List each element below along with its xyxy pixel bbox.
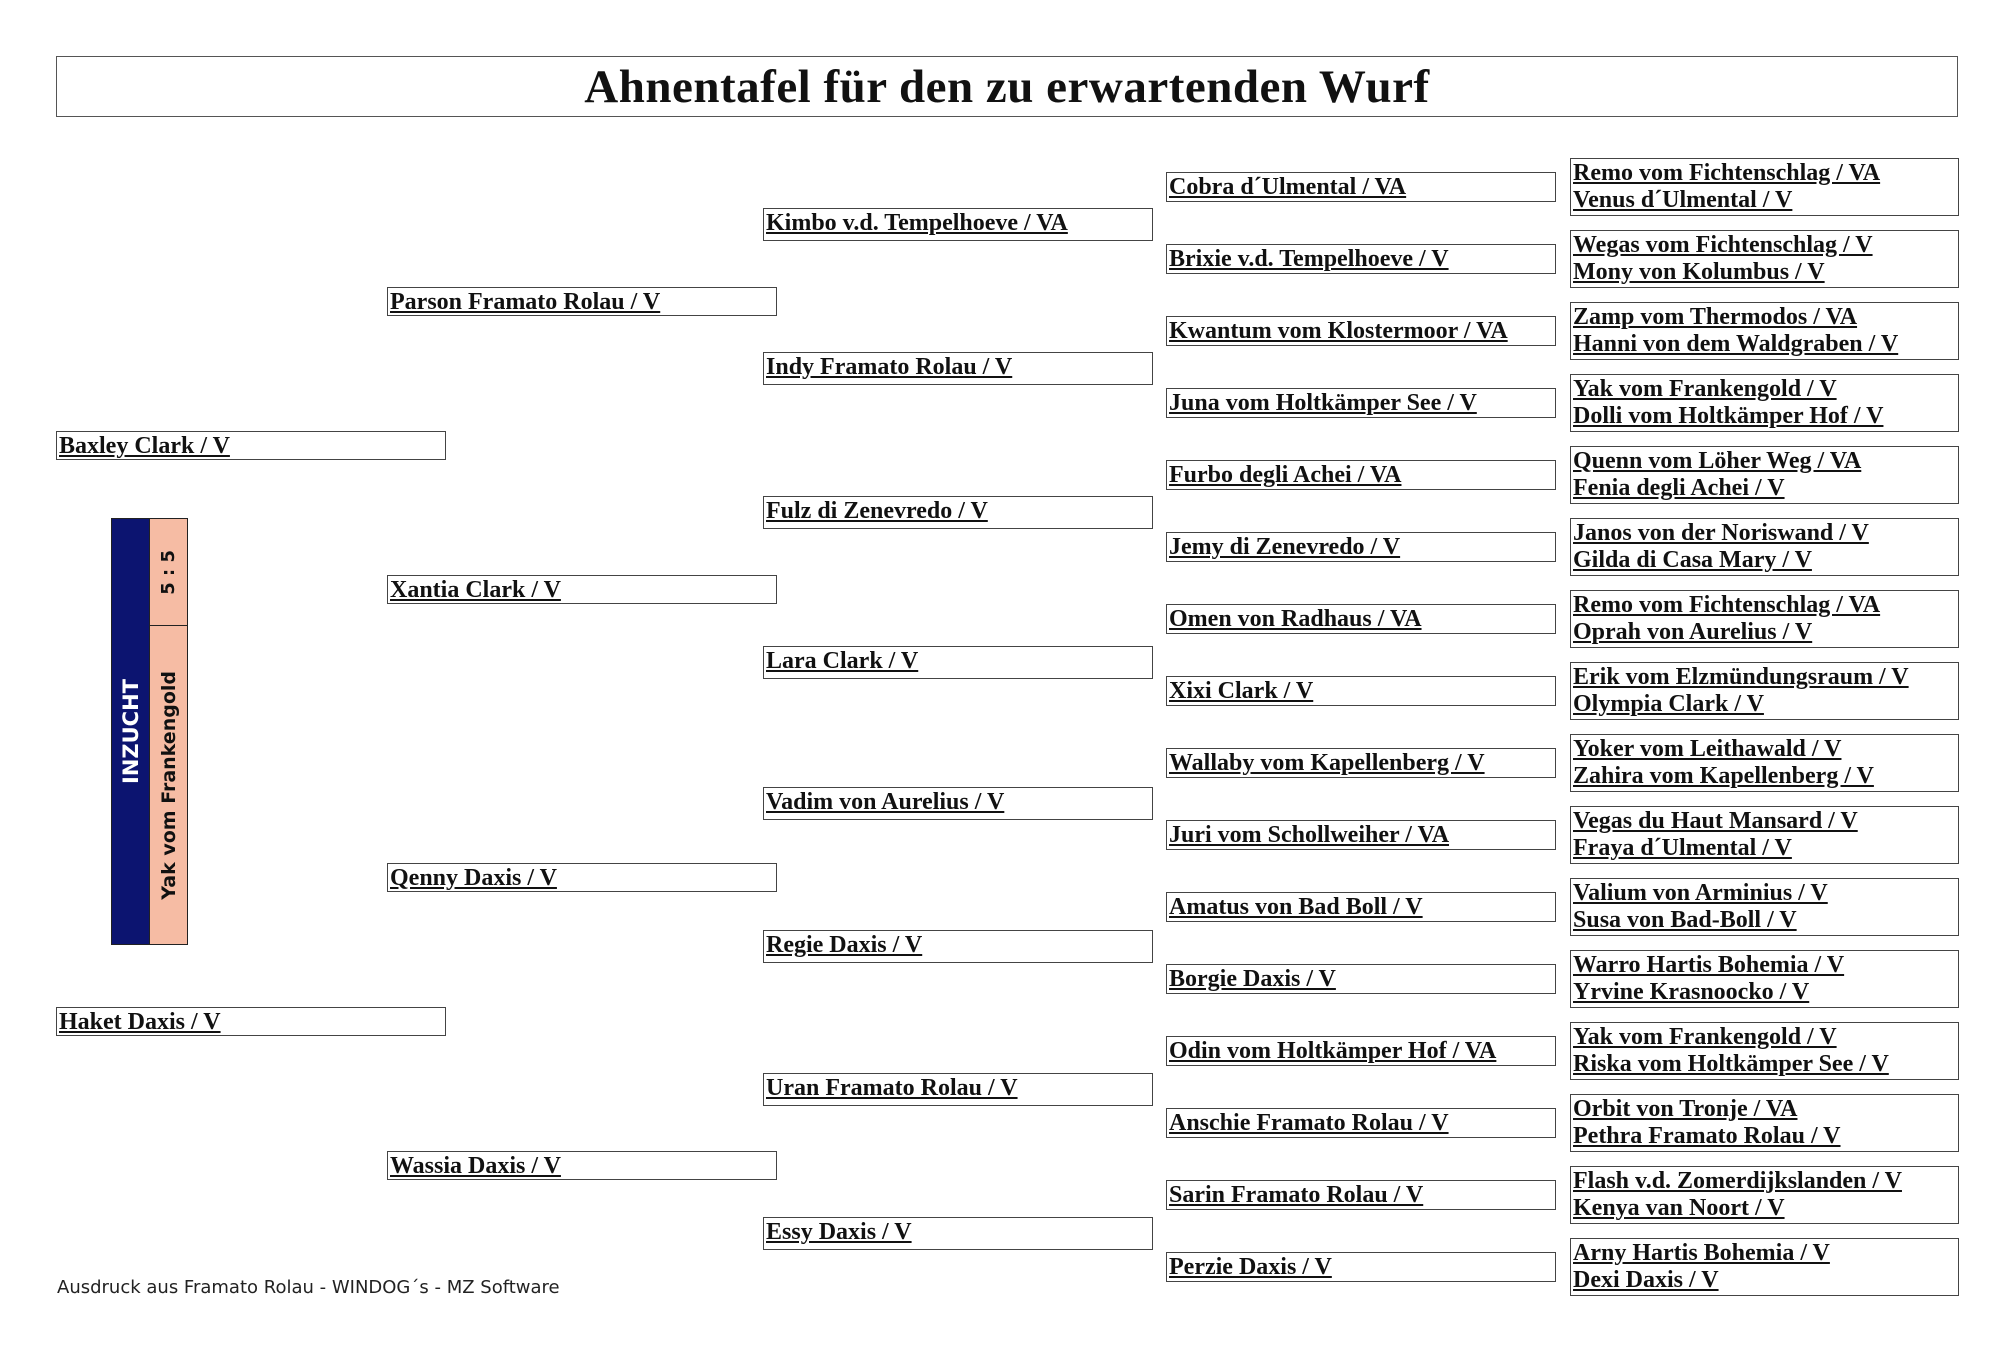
gen5-sire: Remo vom Fichtenschlag / VA bbox=[1573, 160, 1881, 186]
great-grandparent-8: Essy Daxis / V bbox=[763, 1217, 1153, 1250]
gen5-dam: Kenya van Noort / V bbox=[1573, 1195, 1785, 1221]
gen4-ancestor-2: Brixie v.d. Tempelhoeve / V bbox=[1166, 244, 1556, 274]
gen5-sire: Remo vom Fichtenschlag / VA bbox=[1573, 592, 1881, 618]
gen4-ancestor-13: Odin vom Holtkämper Hof / VA bbox=[1166, 1036, 1556, 1066]
gen5-pair-11 bbox=[1570, 878, 1959, 936]
gen5-pair-13 bbox=[1570, 1022, 1959, 1080]
gen5-dam: Oprah von Aurelius / V bbox=[1573, 619, 1813, 645]
grandparent-1: Parson Framato Rolau / V bbox=[387, 287, 777, 316]
grandparent-2: Xantia Clark / V bbox=[387, 575, 777, 604]
gen4-ancestor-14: Anschie Framato Rolau / V bbox=[1166, 1108, 1556, 1138]
gen5-pair-6 bbox=[1570, 518, 1959, 576]
great-grandparent-7: Uran Framato Rolau / V bbox=[763, 1073, 1153, 1106]
gen5-sire: Flash v.d. Zomerdijkslanden / V bbox=[1573, 1168, 1902, 1194]
gen5-sire: Yak vom Frankengold / V bbox=[1573, 1024, 1837, 1050]
gen5-pair-14 bbox=[1570, 1094, 1959, 1152]
inbreeding-ratio-cell bbox=[150, 519, 187, 626]
inbreeding-label: INZUCHT bbox=[118, 679, 143, 784]
gen4-ancestor-1: Cobra d´Ulmental / VA bbox=[1166, 172, 1556, 202]
great-grandparent-1: Kimbo v.d. Tempelhoeve / VA bbox=[763, 208, 1153, 241]
gen4-ancestor-16: Perzie Daxis / V bbox=[1166, 1252, 1556, 1282]
gen4-ancestor-4: Juna vom Holtkämper See / V bbox=[1166, 388, 1556, 418]
gen4-ancestor-8: Xixi Clark / V bbox=[1166, 676, 1556, 706]
gen5-sire: Arny Hartis Bohemia / V bbox=[1573, 1240, 1830, 1266]
gen5-sire: Valium von Arminius / V bbox=[1573, 880, 1828, 906]
gen5-sire: Yak vom Frankengold / V bbox=[1573, 376, 1837, 402]
great-grandparent-6: Regie Daxis / V bbox=[763, 930, 1153, 963]
gen5-sire: Wegas vom Fichtenschlag / V bbox=[1573, 232, 1873, 258]
dam-name: Haket Daxis / V bbox=[56, 1007, 446, 1036]
gen4-ancestor-5: Furbo degli Achei / VA bbox=[1166, 460, 1556, 490]
gen5-pair-5 bbox=[1570, 446, 1959, 504]
gen4-ancestor-9: Wallaby vom Kapellenberg / V bbox=[1166, 748, 1556, 778]
gen5-dam: Fenia degli Achei / V bbox=[1573, 475, 1785, 501]
gen5-pair-15 bbox=[1570, 1166, 1959, 1224]
gen5-pair-16 bbox=[1570, 1238, 1959, 1296]
gen5-sire: Janos von der Noriswand / V bbox=[1573, 520, 1869, 546]
gen4-ancestor-12: Borgie Daxis / V bbox=[1166, 964, 1556, 994]
great-grandparent-4: Lara Clark / V bbox=[763, 646, 1153, 679]
gen5-pair-4 bbox=[1570, 374, 1959, 432]
gen4-ancestor-11: Amatus von Bad Boll / V bbox=[1166, 892, 1556, 922]
great-grandparent-3: Fulz di Zenevredo / V bbox=[763, 496, 1153, 529]
gen5-sire: Quenn vom Löher Weg / VA bbox=[1573, 448, 1862, 474]
inbreeding-ratio: 5 : 5 bbox=[158, 549, 179, 595]
gen5-pair-1 bbox=[1570, 158, 1959, 216]
gen5-dam: Zahira vom Kapellenberg / V bbox=[1573, 763, 1874, 789]
gen5-dam: Riska vom Holtkämper See / V bbox=[1573, 1051, 1889, 1077]
gen5-dam: Fraya d´Ulmental / V bbox=[1573, 835, 1792, 861]
gen5-dam: Yrvine Krasnoocko / V bbox=[1573, 979, 1810, 1005]
inbreeding-label-panel bbox=[112, 519, 149, 944]
gen5-dam: Gilda di Casa Mary / V bbox=[1573, 547, 1812, 573]
grandparent-4: Wassia Daxis / V bbox=[387, 1151, 777, 1180]
gen5-sire: Warro Hartis Bohemia / V bbox=[1573, 952, 1845, 978]
gen5-pair-7 bbox=[1570, 590, 1959, 648]
gen5-dam: Dexi Daxis / V bbox=[1573, 1267, 1719, 1293]
gen5-dam: Venus d´Ulmental / V bbox=[1573, 187, 1793, 213]
footer-note: Ausdruck aus Framato Rolau - WINDOG´s - MZ Software bbox=[57, 1277, 560, 1298]
inbreeding-ancestor-cell bbox=[150, 626, 187, 944]
gen5-dam: Hanni von dem Waldgraben / V bbox=[1573, 331, 1899, 357]
inbreeding-detail-panel bbox=[149, 519, 187, 944]
gen5-dam: Mony von Kolumbus / V bbox=[1573, 259, 1825, 285]
gen4-ancestor-6: Jemy di Zenevredo / V bbox=[1166, 532, 1556, 562]
grandparent-3: Qenny Daxis / V bbox=[387, 863, 777, 892]
gen4-ancestor-3: Kwantum vom Klostermoor / VA bbox=[1166, 316, 1556, 346]
inbreeding-ancestor: Yak vom Frankengold bbox=[157, 670, 180, 900]
gen5-sire: Zamp vom Thermodos / VA bbox=[1573, 304, 1858, 330]
gen5-sire: Orbit von Tronje / VA bbox=[1573, 1096, 1798, 1122]
gen4-ancestor-10: Juri vom Schollweiher / VA bbox=[1166, 820, 1556, 850]
gen4-ancestor-7: Omen von Radhaus / VA bbox=[1166, 604, 1556, 634]
gen5-pair-8 bbox=[1570, 662, 1959, 720]
gen5-pair-9 bbox=[1570, 734, 1959, 792]
gen4-ancestor-15: Sarin Framato Rolau / V bbox=[1166, 1180, 1556, 1210]
gen5-pair-2 bbox=[1570, 230, 1959, 288]
sire-name: Baxley Clark / V bbox=[56, 431, 446, 460]
gen5-sire: Yoker vom Leithawald / V bbox=[1573, 736, 1842, 762]
gen5-pair-12 bbox=[1570, 950, 1959, 1008]
gen5-dam: Dolli vom Holtkämper Hof / V bbox=[1573, 403, 1884, 429]
gen5-dam: Olympia Clark / V bbox=[1573, 691, 1764, 717]
gen5-pair-10 bbox=[1570, 806, 1959, 864]
gen5-dam: Susa von Bad-Boll / V bbox=[1573, 907, 1797, 933]
inbreeding-box bbox=[111, 518, 188, 945]
gen5-pair-3 bbox=[1570, 302, 1959, 360]
gen5-dam: Pethra Framato Rolau / V bbox=[1573, 1123, 1841, 1149]
gen5-sire: Erik vom Elzmündungsraum / V bbox=[1573, 664, 1909, 690]
page-title: Ahnentafel für den zu erwartenden Wurf bbox=[56, 56, 1958, 117]
great-grandparent-5: Vadim von Aurelius / V bbox=[763, 787, 1153, 820]
gen5-sire: Vegas du Haut Mansard / V bbox=[1573, 808, 1858, 834]
great-grandparent-2: Indy Framato Rolau / V bbox=[763, 352, 1153, 385]
